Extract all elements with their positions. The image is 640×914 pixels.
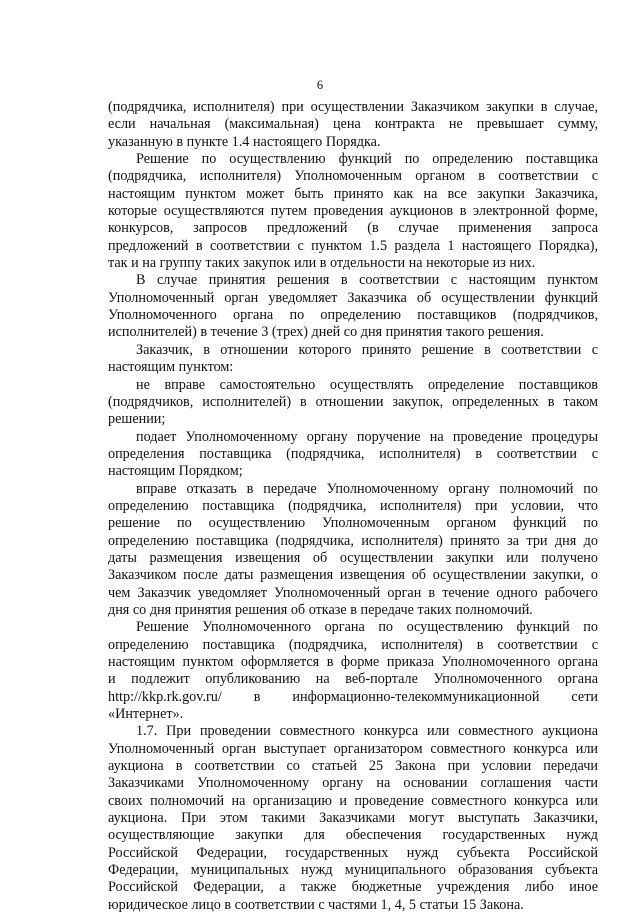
text-line: 1.7. При проведении совместного конкурса или совместного аукциона bbox=[136, 723, 598, 740]
text-line: Российской Федерации, государственных нужд субъекта Российской bbox=[108, 844, 598, 861]
text-line: чем Заказчик уведомляет Уполномоченный орган в течение одного рабочего bbox=[108, 584, 598, 601]
text-line: не вправе самостоятельно осуществлять определение поставщиков bbox=[136, 376, 598, 393]
text-line: Решение Уполномоченного органа по осуществлению функций по bbox=[136, 619, 598, 636]
text-line: осуществляющие закупки для обеспечения государственных нужд bbox=[108, 827, 598, 844]
text-line: настоящим пунктом оформляется в форме приказа Уполномоченного органа bbox=[108, 654, 598, 670]
text-line: которые осуществляются путем проведения аукционов в электронной форме, bbox=[108, 203, 598, 220]
document-body bbox=[108, 99, 598, 914]
text-line: исполнителей) в течение 3 (трех) дней со дня принятия такого решения. bbox=[108, 324, 544, 341]
text-line: дня со дня принятия решения об отказе в передаче таких полномочий. bbox=[108, 601, 533, 618]
text-line: (подрядчика, исполнителя) Уполномоченным органом в соответствии с bbox=[108, 168, 598, 185]
text-line: указанную в пункте 1.4 настоящего Порядка. bbox=[108, 133, 381, 150]
text-line: даты размещения извещения об осуществлении закупки или получено bbox=[108, 549, 598, 566]
text-line: http://kkp.rk.gov.ru/ в информационно-телекоммуникационной сети bbox=[108, 688, 598, 705]
text-line: настоящим пунктом может быть принято как на все закупки Заказчика, bbox=[108, 185, 598, 202]
text-line: Российской Федерации, а также бюджетные учреждения либо иное bbox=[108, 879, 598, 896]
text-line: определению поставщика (подрядчика, исполнителя) принято за три дня до bbox=[108, 532, 598, 549]
page-number: 6 bbox=[316, 78, 324, 92]
text-line: Уполномоченный орган выступает организатором совместного конкурса или bbox=[108, 740, 598, 757]
text-line: «Интернет». bbox=[108, 706, 184, 723]
text-line: (подрядчика, исполнителя) при осуществлении Заказчиком закупки в случае, bbox=[108, 99, 598, 115]
text-line: вправе отказать в передаче Уполномоченному органу полномочий по bbox=[136, 480, 598, 497]
text-line: аукциона в соответствии со статьей 25 Закона при условии передачи bbox=[108, 758, 598, 775]
text-line: Уполномоченного органа по определению поставщиков (подрядчиков, bbox=[108, 307, 598, 324]
text-line: определению поставщика (подрядчика, исполнителя) при условии, что bbox=[108, 497, 598, 514]
text-line: Решение по осуществлению функций по определению поставщика bbox=[136, 151, 598, 168]
text-line: предложений в соответствии с пунктом 1.5 раздела 1 настоящего Порядка), bbox=[108, 237, 598, 254]
text-line: юридическое лицо в соответствии с частями 1, 4, 5 статьи 15 Закона. bbox=[108, 896, 524, 913]
text-line: аукциона. При этом такими Заказчиками могут выступать Заказчики, bbox=[108, 810, 598, 827]
text-line: В случае принятия решения в соответствии с настоящим пунктом bbox=[136, 272, 598, 289]
text-line: определению поставщика (подрядчика, исполнителя) в соответствии с bbox=[108, 636, 598, 653]
text-line: так и на группу таких закупок или в отдельности на некоторые из них. bbox=[108, 255, 536, 272]
text-line: (подрядчиков, исполнителей) в отношении закупок, определенных в таком bbox=[108, 393, 598, 410]
text-line: если начальная (максимальная) цена контракта не превышает сумму, bbox=[108, 116, 598, 133]
text-line: Федерации, муниципальных нужд муниципального образования субъекта bbox=[108, 862, 598, 879]
text-line: Уполномоченный орган уведомляет Заказчика об осуществлении функций bbox=[108, 289, 598, 306]
text-line: настоящим Порядком; bbox=[108, 463, 243, 480]
text-line: своих полномочий на организацию и проведение совместного конкурса или bbox=[108, 792, 598, 809]
text-line: подает Уполномоченному органу поручение на проведение процедуры bbox=[136, 428, 598, 445]
text-line: Заказчик, в отношении которого принято решение в соответствии с bbox=[136, 341, 598, 358]
text-line: определения поставщика (подрядчика, исполнителя) в соответствии с bbox=[108, 445, 598, 462]
text-line: конкурсов, запросов предложений (в случае применения запроса bbox=[108, 220, 598, 237]
text-line: решение по осуществлению Уполномоченным органом функций по bbox=[108, 515, 598, 532]
text-line: Заказчиком после даты размещения извещения об осуществлении закупки, о bbox=[108, 567, 598, 584]
text-line: Заказчиками Уполномоченному органу на основании соглашения части bbox=[108, 775, 598, 792]
text-line: и подлежит опубликованию на веб-портале Уполномоченного органа bbox=[108, 671, 598, 688]
text-line: решении; bbox=[108, 411, 166, 428]
text-line: настоящим пунктом: bbox=[108, 359, 234, 376]
